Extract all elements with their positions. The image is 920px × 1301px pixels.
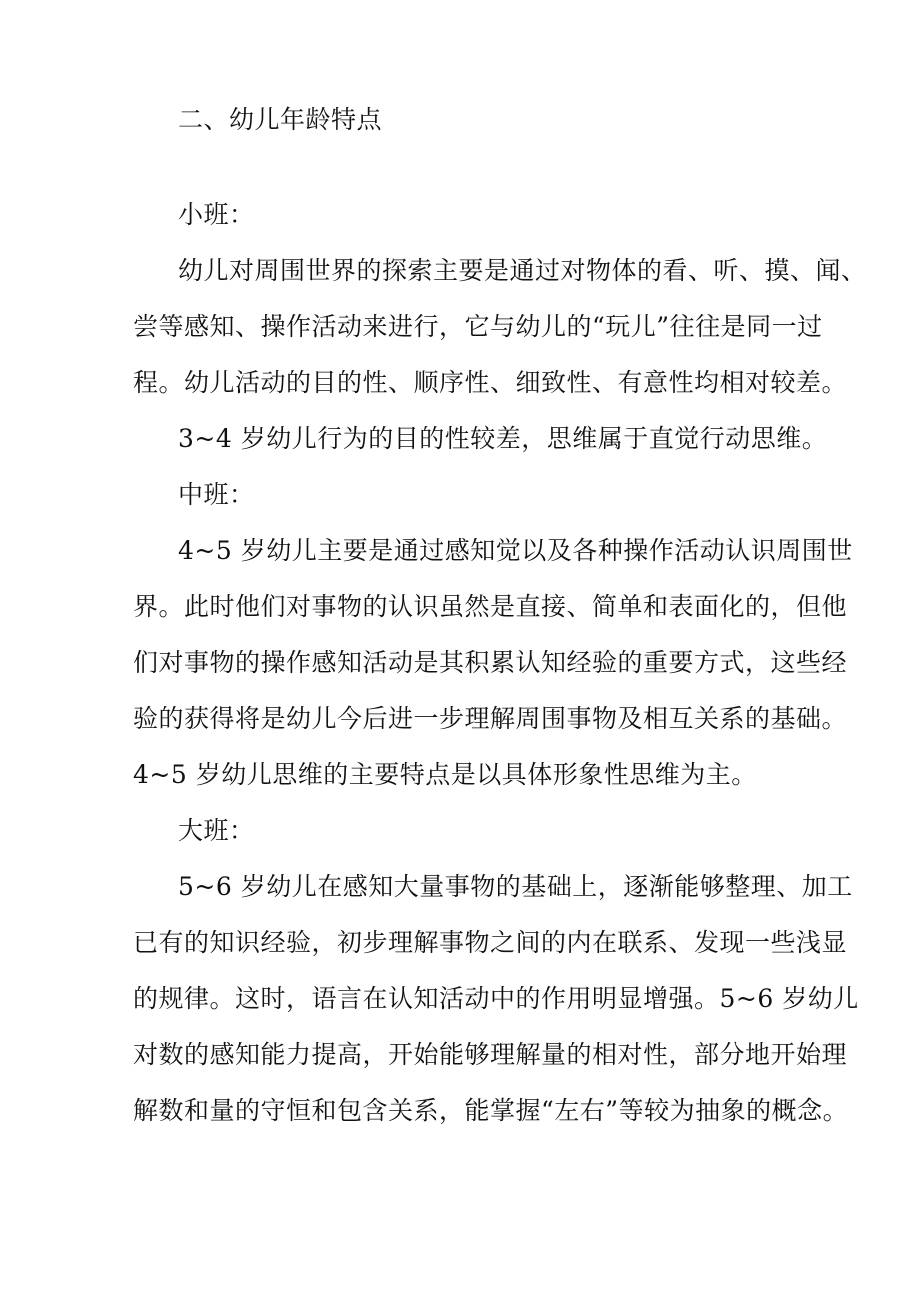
paragraph-line: 解数和量的守恒和包含关系，能掌握“左右”等较为抽象的概念。 <box>133 1096 849 1125</box>
small-class-heading: 小班： <box>178 200 255 229</box>
paragraph-line: 已有的知识经验，初步理解事物之间的内在联系、发现一些浅显 <box>133 928 848 957</box>
paragraph-line: 们对事物的操作感知活动是其积累认知经验的重要方式，这些经 <box>133 648 848 677</box>
paragraph-line: 界。此时他们对事物的认识虽然是直接、简单和表面化的，但他 <box>133 592 848 621</box>
paragraph-line: 对数的感知能力提高，开始能够理解量的相对性，部分地开始理 <box>133 1040 848 1069</box>
paragraph-line: 验的获得将是幼儿今后进一步理解周围事物及相互关系的基础。 <box>133 704 848 733</box>
paragraph-line: 程。幼儿活动的目的性、顺序性、细致性、有意性均相对较差。 <box>133 368 848 397</box>
paragraph-line: 5~6 岁幼儿在感知大量事物的基础上，逐渐能够整理、加工 <box>178 872 853 901</box>
middle-class-heading: 中班： <box>178 480 255 509</box>
paragraph-line: 的规律。这时，语言在认知活动中的作用明显增强。5~6 岁幼儿 <box>133 984 859 1013</box>
section-title: 二、幼儿年龄特点 <box>178 105 383 134</box>
paragraph-line: 幼儿对周围世界的探索主要是通过对物体的看、听、摸、闻、 <box>178 256 867 285</box>
paragraph-line: 尝等感知、操作活动来进行，它与幼儿的“玩儿”往往是同一过 <box>133 312 823 341</box>
paragraph-line: 4~5 岁幼儿思维的主要特点是以具体形象性思维为主。 <box>133 760 757 789</box>
paragraph-line: 3~4 岁幼儿行为的目的性较差，思维属于直觉行动思维。 <box>178 424 828 453</box>
large-class-heading: 大班： <box>178 816 255 845</box>
paragraph-line: 4~5 岁幼儿主要是通过感知觉以及各种操作活动认识周围世 <box>178 536 853 565</box>
